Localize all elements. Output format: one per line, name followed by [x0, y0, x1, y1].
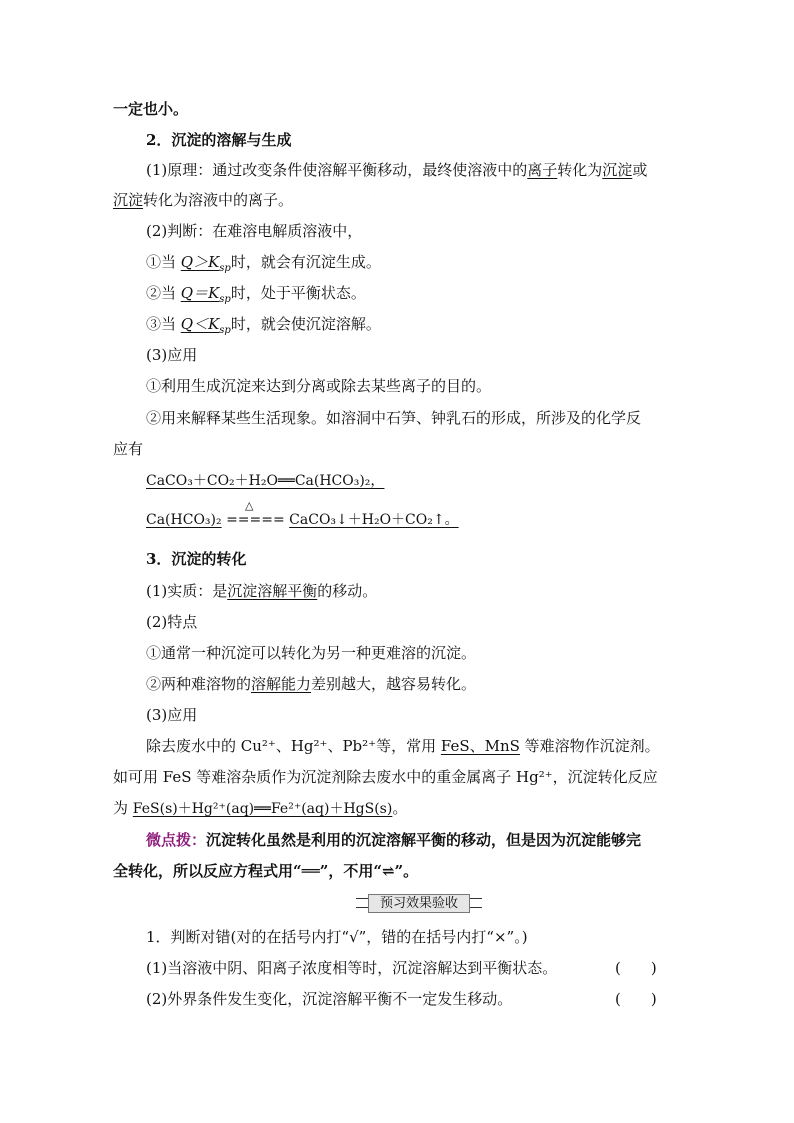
- section-banner: [356, 893, 482, 913]
- use-text-b: 等难溶物作沉淀剂。: [519, 737, 660, 755]
- use-line3: [113, 797, 407, 820]
- equation-2-right: CaCO₃↓＋H₂O＋CO₂↑。: [289, 512, 459, 528]
- answer-blank-2[interactable]: ( ): [615, 990, 657, 1008]
- answer-blank-1[interactable]: ( ): [615, 959, 657, 977]
- condition-2-prefix: ②当: [146, 284, 181, 302]
- tip-text-1: 沉淀转化虽然是利用的沉淀溶解平衡的移动，但是因为沉淀能够完: [206, 831, 642, 849]
- use-line2: 如可用 FeS 等难溶杂质作为沉淀剂除去废水中的重金属离子 Hg²⁺，沉淀转化反应: [113, 768, 658, 786]
- use-text-d: 。: [392, 799, 408, 817]
- blank-equilibrium: 沉淀溶解平衡: [227, 582, 318, 600]
- equation-2-arrow: =====: [226, 512, 285, 528]
- principle-line2: [113, 189, 293, 211]
- quiz-item-2: (2)外界条件发生变化，沉淀溶解平衡不一定发生移动。: [146, 990, 513, 1008]
- equation-2: [146, 509, 459, 531]
- use-text-c: 为: [113, 799, 133, 817]
- condition-3-text: 时，就会使沉淀溶解。: [230, 315, 381, 333]
- feature-1: ①通常一种沉淀可以转化为另一种更难溶的沉淀。: [146, 644, 477, 662]
- blank-solubility: 溶解能力: [251, 675, 312, 693]
- application-heading: (3)应用: [146, 346, 198, 364]
- equation-2-left: Ca(HCO₃)₂: [146, 512, 222, 528]
- blank-reagents: FeS、MnS: [440, 737, 520, 755]
- use-heading: (3)应用: [146, 706, 198, 724]
- tip-label: 微点拨：: [146, 831, 207, 849]
- condition-1-relation: $Q>K_{sp}$: [180, 253, 231, 274]
- heat-symbol: △: [245, 499, 254, 512]
- feature-2-text-a: ②两种难溶物的: [146, 675, 252, 693]
- blank-precipitate-2: 沉淀: [113, 191, 144, 209]
- blank-conversion-equation: FeS(s)＋Hg²⁺(aq)══Fe²⁺(aq)＋HgS(s): [132, 801, 393, 817]
- essence-line: [146, 580, 377, 602]
- condition-2-text: 时，处于平衡状态。: [230, 284, 366, 302]
- application-1: ①利用生成沉淀来达到分离或除去某些离子的目的。: [146, 377, 492, 395]
- feature-heading: (2)特点: [146, 613, 198, 631]
- essence-text-a: (1)实质：是: [146, 582, 228, 600]
- judgement-line: (2)判断：在难溶电解质溶液中，: [146, 222, 363, 240]
- principle-text-c: 或: [632, 161, 648, 179]
- blank-precipitate-1: 沉淀: [602, 161, 633, 179]
- principle-text-b: 转化为: [557, 161, 603, 179]
- feature-2-text-b: 差别越大，越容易转化。: [311, 675, 477, 693]
- condition-3-relation: $Q<K_{sp}$: [180, 315, 231, 336]
- blank-ion: 离子: [527, 161, 558, 179]
- intro-line: 一定也小。: [113, 100, 189, 118]
- tip-line2: 全转化，所以反应方程式用“══”，不用“⇌”。: [113, 862, 419, 880]
- condition-3: [146, 313, 381, 335]
- application-2-line2: 应有: [113, 440, 144, 458]
- use-line1: [146, 735, 660, 757]
- feature-2: [146, 673, 476, 695]
- principle-text-d: 转化为溶液中的离子。: [143, 191, 294, 209]
- condition-1-text: 时，就会有沉淀生成。: [230, 253, 381, 271]
- condition-2-relation: $Q=K_{sp}$: [180, 284, 231, 305]
- equation-1: CaCO₃＋CO₂＋H₂O══Ca(HCO₃)₂，: [146, 473, 385, 489]
- condition-1-prefix: ①当: [146, 253, 181, 271]
- quiz-item-1: (1)当溶液中阴、阳离子浓度相等时，沉淀溶解达到平衡状态。: [146, 959, 558, 977]
- principle-text-a: (1)原理：通过改变条件使溶解平衡移动，最终使溶液中的: [146, 161, 528, 179]
- condition-2: [146, 282, 366, 304]
- condition-3-prefix: ③当: [146, 315, 181, 333]
- tip-line1: [146, 829, 641, 851]
- principle-line1: [146, 159, 647, 181]
- heading-conversion: 3．沉淀的转化: [146, 550, 247, 568]
- use-text-a: 除去废水中的 Cu²⁺、Hg²⁺、Pb²⁺等，常用: [146, 737, 441, 755]
- essence-text-b: 的移动。: [317, 582, 378, 600]
- section-title: 预习效果验收: [368, 894, 470, 913]
- quiz-instruction: 1．判断对错(对的在括号内打“√”，错的在括号内打“×”。): [146, 928, 528, 946]
- heading-dissolution-formation: 2．沉淀的溶解与生成: [146, 131, 292, 149]
- application-2-line1: ②用来解释某些生活现象。如溶洞中石笋、钟乳石的形成，所涉及的化学反: [146, 409, 642, 427]
- condition-1: [146, 251, 381, 273]
